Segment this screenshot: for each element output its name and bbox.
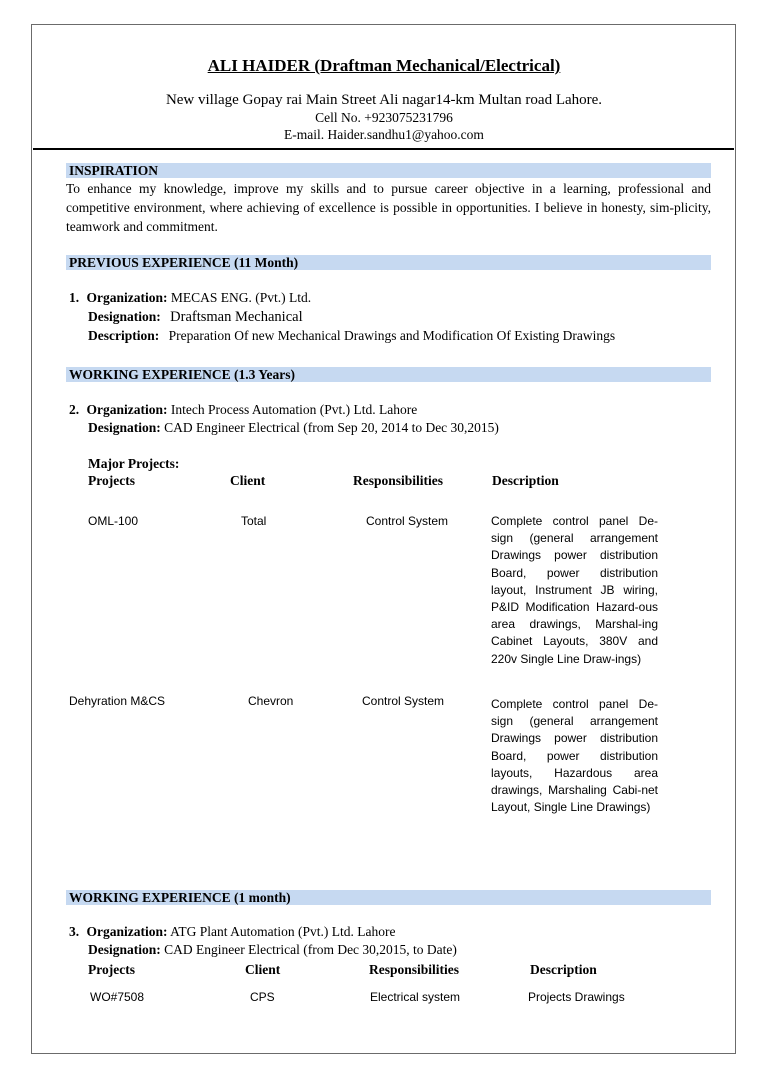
org-label: Organization: — [86, 402, 168, 417]
org-value: ATG Plant Automation (Pvt.) Ltd. Lahore — [167, 924, 396, 939]
project-name: OML-100 — [88, 514, 139, 528]
project-client: Chevron — [248, 694, 294, 708]
project-description: Complete control panel De-sign (general arrangement Drawings power distribution Board, power distribution layout, Instrument JB wiring, P&ID Modification Hazard-ous area drawings, Marshal-ing Cabinet Layouts, 380V and 220v Single Line Draw-ings) — [491, 514, 658, 666]
project-responsibility: Control System — [366, 514, 449, 528]
designation-label: Designation: — [88, 420, 161, 435]
designation-label: Designation: — [88, 942, 161, 957]
cell-number: Cell No. +923075231796 — [315, 110, 453, 125]
org-value: Intech Process Automation (Pvt.) Ltd. Lahore — [167, 402, 418, 417]
section-heading-working-experience-2: WORKING EXPERIENCE (1 month) — [66, 890, 711, 905]
working1-org-line — [69, 402, 417, 418]
column-header-responsibilities: Responsibilities — [369, 962, 460, 977]
project-client: Total — [241, 514, 267, 528]
project-responsibility: Control System — [362, 694, 445, 708]
column-header-description: Description — [530, 962, 597, 977]
section-heading-working-experience-1: WORKING EXPERIENCE (1.3 Years) — [66, 367, 711, 382]
previous-designation-line — [88, 309, 303, 326]
org-label: Organization: — [86, 924, 168, 939]
working2-org-line — [69, 924, 395, 940]
project-description: Complete control panel De-sign (general arrangement Drawings power distribution Board, power distribution layouts, Hazardous area drawings, Marshaling Cabi-net Layout, Single Line Drawings) — [491, 697, 658, 815]
column-header-projects: Projects — [88, 473, 135, 488]
description-value: Preparation Of new Mechanical Drawings and Modification Of Existing Drawings — [168, 328, 616, 343]
section-heading-inspiration: INSPIRATION — [66, 163, 711, 178]
email: E-mail. Haider.sandhu1@yahoo.com — [284, 127, 484, 142]
column-header-description: Description — [492, 473, 559, 488]
org-value: MECAS ENG. (Pvt.) Ltd. — [167, 290, 312, 305]
inspiration-text: To enhance my knowledge, improve my skills and to pursue career objective in a learning, professional and competitive environment, where achieving of excellence is possible in opportunities. I believe in honesty, sim-plicity, teamwork and commitment. — [66, 181, 711, 234]
page-title: ALI HAIDER (Draftman Mechanical/Electrical) — [207, 56, 561, 75]
section-heading-previous-experience: PREVIOUS EXPERIENCE (11 Month) — [66, 255, 711, 270]
item-number: 2. — [69, 402, 80, 417]
address: New village Gopay rai Main Street Ali nagar14-km Multan road Lahore. — [165, 92, 603, 108]
designation-value: CAD Engineer Electrical (from Sep 20, 2014 to Dec 30,2015) — [160, 420, 499, 435]
working2-designation-line — [88, 942, 457, 958]
working1-designation-line — [88, 420, 499, 436]
column-header-client: Client — [230, 473, 266, 488]
project-client: CPS — [250, 990, 275, 1004]
item-number: 1. — [69, 290, 80, 305]
project-responsibility: Electrical system — [370, 990, 461, 1004]
column-header-responsibilities: Responsibilities — [353, 473, 444, 488]
header-divider — [33, 148, 734, 150]
org-label: Organization: — [86, 290, 168, 305]
project-name: WO#7508 — [90, 990, 145, 1004]
designation-value: CAD Engineer Electrical (from Dec 30,2015, to Date) — [160, 942, 457, 957]
item-number: 3. — [69, 924, 80, 939]
column-header-client: Client — [245, 962, 281, 977]
project-description: Projects Drawings — [528, 990, 625, 1004]
designation-value: Draftsman Mechanical — [170, 309, 303, 325]
project-name: Dehyration M&CS — [69, 694, 166, 708]
previous-description-line — [88, 328, 615, 344]
major-projects-label: Major Projects: — [88, 456, 180, 471]
column-header-projects: Projects — [88, 962, 135, 977]
previous-org-line — [69, 290, 311, 306]
designation-label: Designation: — [88, 309, 161, 324]
description-label: Description: — [88, 328, 160, 343]
